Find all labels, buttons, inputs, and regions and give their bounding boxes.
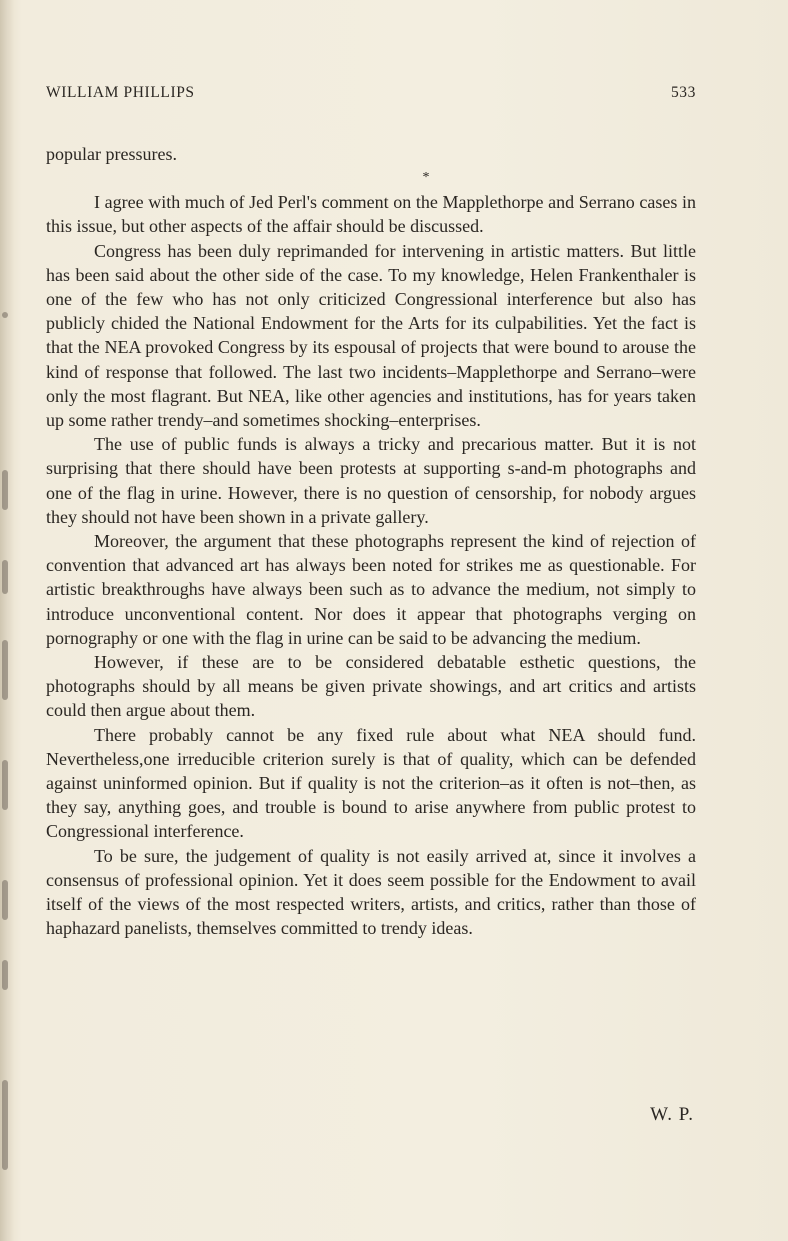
paragraph: I agree with much of Jed Perl's comment on the Mapplethorpe and Serrano cases in this issue, but other aspects of the affair should be discussed. bbox=[46, 192, 696, 237]
running-head bbox=[46, 84, 696, 104]
gutter-mark bbox=[2, 470, 8, 510]
gutter-mark bbox=[2, 760, 8, 810]
gutter-mark bbox=[2, 640, 8, 700]
page-number: 533 bbox=[670, 84, 696, 101]
gutter-mark bbox=[2, 1080, 8, 1170]
paragraph: Congress has been duly reprimanded for intervening in artistic matters. But little has been said about the other side of the case. To my knowledge, Helen Frankenthaler is one of the few who has not only criticized Congressional interference but also has publicly chided the National Endowment for the Arts for its culpabilities. Yet the fact is that the NEA provoked Congress by its espousal of projects that were bound to arouse the kind of response that followed. The last two incidents–Mapplethorpe and Serrano–were only the most flagrant. But NEA, like other agencies and institutions, has for years taken up some rather trendy–and sometimes shocking–enterprises. bbox=[46, 240, 696, 431]
paragraph: There probably cannot be any fixed rule about what NEA should fund. Nevertheless,one irreducible criterion surely is that of quality, which can be defended against uninformed opinion. But if quality is not the criterion–as it often is not–then, as they say, anything goes, and trouble is bound to arise anywhere from public protest to Congressional interference. bbox=[46, 724, 696, 842]
running-title: WILLIAM PHILLIPS bbox=[46, 84, 195, 101]
paragraph: However, if these are to be considered debatable esthetic questions, the photographs should by all means be given private showings, and art critics and artists could then argue about them. bbox=[46, 652, 696, 721]
section-separator: * bbox=[422, 170, 430, 186]
author-signature: W. P. bbox=[650, 1104, 694, 1125]
paragraph: The use of public funds is always a tricky and precarious matter. But it is not surprising that there should have been protests at supporting s-and-m photographs and one of the flag in urine. However, there is no question of censorship, for nobody argues they should not have been shown in a private gallery. bbox=[46, 434, 696, 527]
gutter-mark bbox=[2, 560, 8, 594]
gutter-mark bbox=[2, 960, 8, 990]
continuation-line: popular pressures. bbox=[46, 144, 177, 164]
gutter-mark bbox=[2, 312, 8, 318]
page-gutter bbox=[0, 0, 14, 1241]
paragraph: To be sure, the judgement of quality is not easily arrived at, since it involves a consensus of professional opinion. Yet it does seem possible for the Endowment to avail itself of the views of the most respected writers, artists, and critics, rather than those of haphazard panelists, themselves committed to trendy ideas. bbox=[46, 845, 696, 939]
body-text bbox=[46, 142, 696, 941]
paragraph: Moreover, the argument that these photographs represent the kind of rejection of convention that advanced art has always been noted for strikes me as questionable. For artistic breakthroughs have always been such as to advance the medium, not simply to introduce unconventional content. Nor does it appear that photographs verging on pornography or one with the flag in urine can be said to be advancing the medium. bbox=[46, 531, 696, 648]
gutter-mark bbox=[2, 880, 8, 920]
